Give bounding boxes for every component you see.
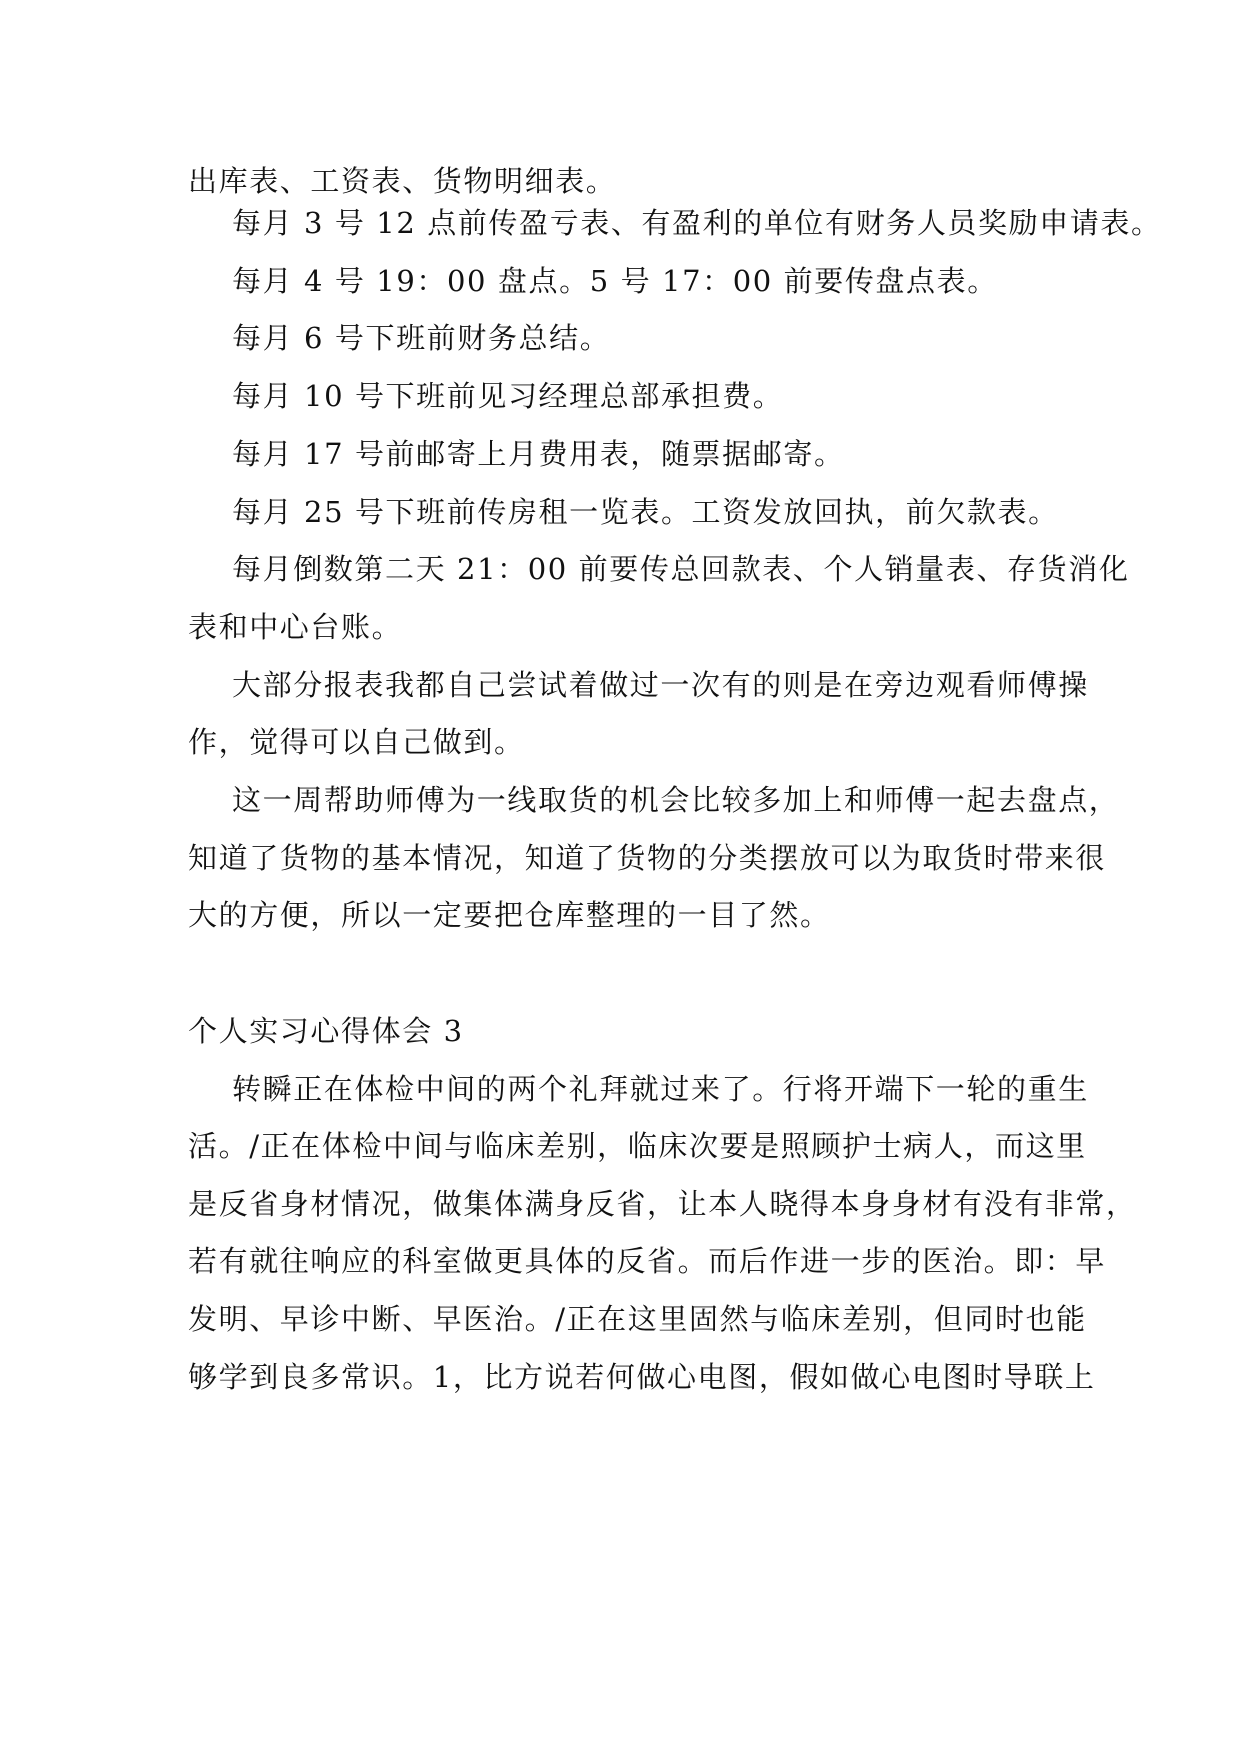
text-line: 够学到良多常识。1，比方说若何做心电图，假如做心电图时导联上 — [188, 1360, 1096, 1394]
text-line: 活。/正在体检中间与临床差别，临床次要是照顾护士病人，而这里 — [188, 1129, 1087, 1163]
text-line: 知道了货物的基本情况，知道了货物的分类摆放可以为取货时带来很 — [188, 841, 1107, 875]
text-line: 表和中心台账。 — [188, 610, 403, 644]
section-heading: 个人实习心得体会 3 — [188, 1014, 464, 1048]
text-line: 每月 6 号下班前财务总结。 — [232, 321, 611, 355]
text-line: 每月 10 号下班前见习经理总部承担费。 — [232, 379, 784, 413]
text-line: 大的方便，所以一定要把仓库整理的一目了然。 — [188, 898, 831, 932]
text-line: 发明、早诊中断、早医治。/正在这里固然与临床差别，但同时也能 — [188, 1302, 1087, 1336]
text-line: 这一周帮助师傅为一线取货的机会比较多加上和师傅一起去盘点， — [232, 783, 1120, 817]
text-line: 是反省身材情况，做集体满身反省，让本人晓得本身身材有没有非常， — [188, 1187, 1137, 1221]
text-line: 若有就往响应的科室做更具体的反省。而后作进一步的医治。即：早 — [188, 1244, 1107, 1278]
text-line: 转瞬正在体检中间的两个礼拜就过来了。行将开端下一轮的重生 — [232, 1072, 1089, 1106]
text-line: 每月 4 号 19：00 盘点。5 号 17：00 前要传盘点表。 — [232, 264, 998, 298]
text-line: 出库表、工资表、货物明细表。 — [188, 164, 617, 198]
text-line: 每月倒数第二天 21：00 前要传总回款表、个人销量表、存货消化 — [232, 552, 1130, 586]
text-line: 大部分报表我都自己尝试着做过一次有的则是在旁边观看师傅操 — [232, 668, 1089, 702]
text-line: 作，觉得可以自己做到。 — [188, 725, 525, 759]
text-line: 每月 3 号 12 点前传盈亏表、有盈利的单位有财务人员奖励申请表。 — [232, 206, 1162, 240]
text-line: 每月 25 号下班前传房租一览表。工资发放回执，前欠款表。 — [232, 495, 1059, 529]
text-line: 每月 17 号前邮寄上月费用表，随票据邮寄。 — [232, 437, 845, 471]
